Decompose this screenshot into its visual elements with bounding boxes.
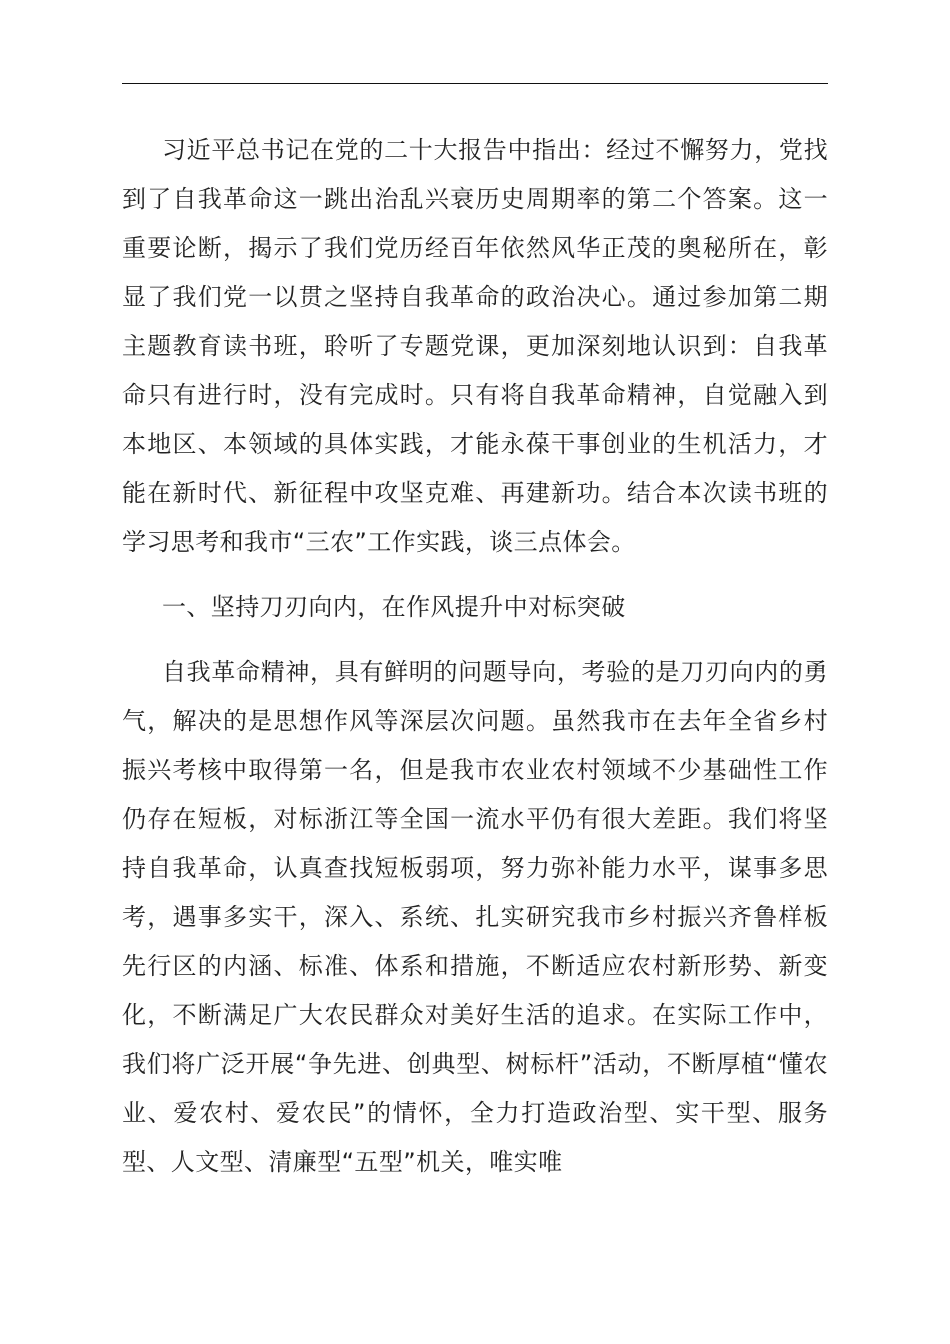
intro-paragraph: 习近平总书记在党的二十大报告中指出：经过不懈努力，党找到了自我革命这一跳出治乱兴衰历史周期率的第二个答案。这一重要论断，揭示了我们党历经百年依然风华正茂的奥秘所在，彰显了我们党一以贯之坚持自我革命的政治决心。通过参加第二期主题教育读书班，聆听了专题党课，更加深刻地认识到：自我革命只有进行时，没有完成时。只有将自我革命精神，自觉融入到本地区、本领域的具体实践，才能永葆干事创业的生机活力，才能在新时代、新征程中攻坚克难、再建新功。结合本次读书班的学习思考和我市“三农”工作实践，谈三点体会。: [122, 136, 828, 556]
document-body: [122, 126, 828, 1187]
header-rule: [122, 83, 828, 84]
section-paragraph: 自我革命精神，具有鲜明的问题导向，考验的是刀刃向内的勇气，解决的是思想作风等深层次问题。虽然我市在去年全省乡村振兴考核中取得第一名，但是我市农业农村领域不少基础性工作仍存在短板，对标浙江等全国一流水平仍有很大差距。我们将坚持自我革命，认真查找短板弱项，努力弥补能力水平，谋事多思考，遇事多实干，深入、系统、扎实研究我市乡村振兴齐鲁样板先行区的内涵、标准、体系和措施，不断适应农村新形势、新变化，不断满足广大农民群众对美好生活的追求。在实际工作中，我们将广泛开展“争先进、创典型、树标杆”活动，不断厚植“懂农业、爱农村、爱农民”的情怀，全力打造政治型、实干型、服务型、人文型、清廉型“五型”机关，唯实唯: [122, 658, 828, 1176]
section-heading: 一、坚持刀刃向内，在作风提升中对标突破: [162, 593, 626, 621]
paragraph-gap: [122, 567, 828, 583]
paragraph-gap: [122, 632, 828, 648]
